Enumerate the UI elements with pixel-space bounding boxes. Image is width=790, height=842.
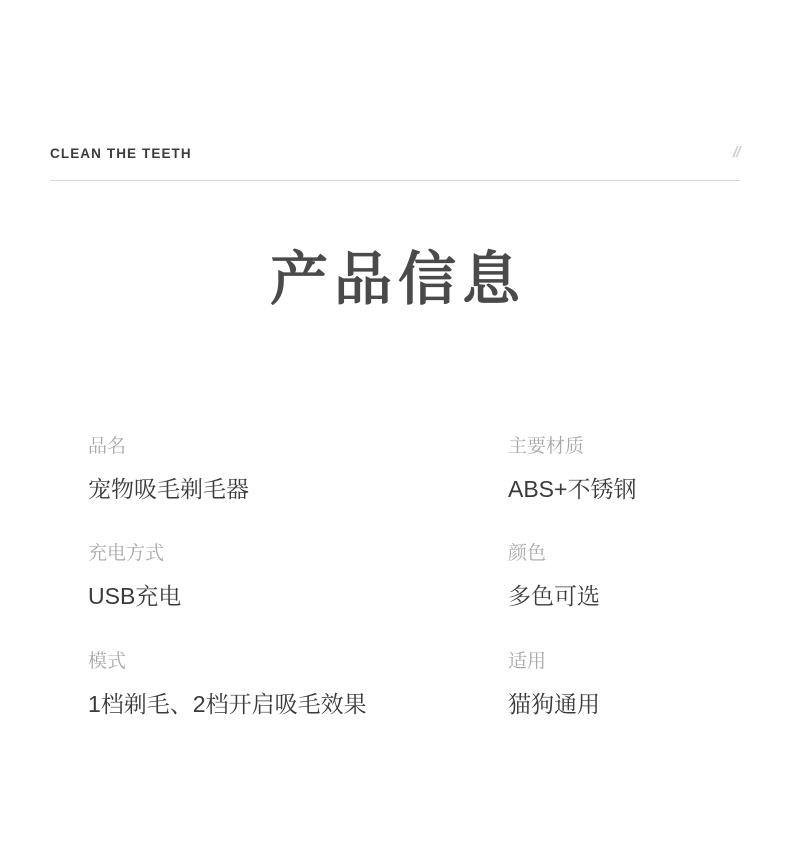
spec-label: 主要材质 (508, 436, 585, 457)
spec-item (508, 651, 720, 758)
spec-label: 充电方式 (88, 543, 165, 565)
spec-label: 适用 (508, 650, 547, 672)
spec-value: ABS+不锈钢 (508, 475, 637, 502)
spec-value: 猫狗通用 (508, 690, 600, 717)
spec-value: 多色可选 (508, 583, 600, 610)
spec-value: 宠物吸毛剃毛器 (88, 475, 249, 502)
spec-item (508, 543, 720, 650)
spec-value: 1档剃毛、2档开启吸毛效果 (88, 690, 367, 717)
spec-label: 颜色 (508, 543, 547, 565)
slash-decoration-icon: // (731, 144, 742, 161)
header-eyebrow-text: CLEAN THE TEETH (50, 146, 192, 161)
spec-item (508, 436, 720, 543)
spec-item (88, 651, 508, 758)
spec-label: 品名 (88, 436, 127, 457)
spec-value: USB充电 (88, 583, 182, 610)
spec-item (88, 543, 508, 650)
section-header (50, 138, 740, 181)
spec-table (88, 436, 720, 758)
spec-item (88, 436, 508, 543)
page-title: 产品信息 (269, 247, 526, 312)
spec-label: 模式 (88, 650, 127, 672)
